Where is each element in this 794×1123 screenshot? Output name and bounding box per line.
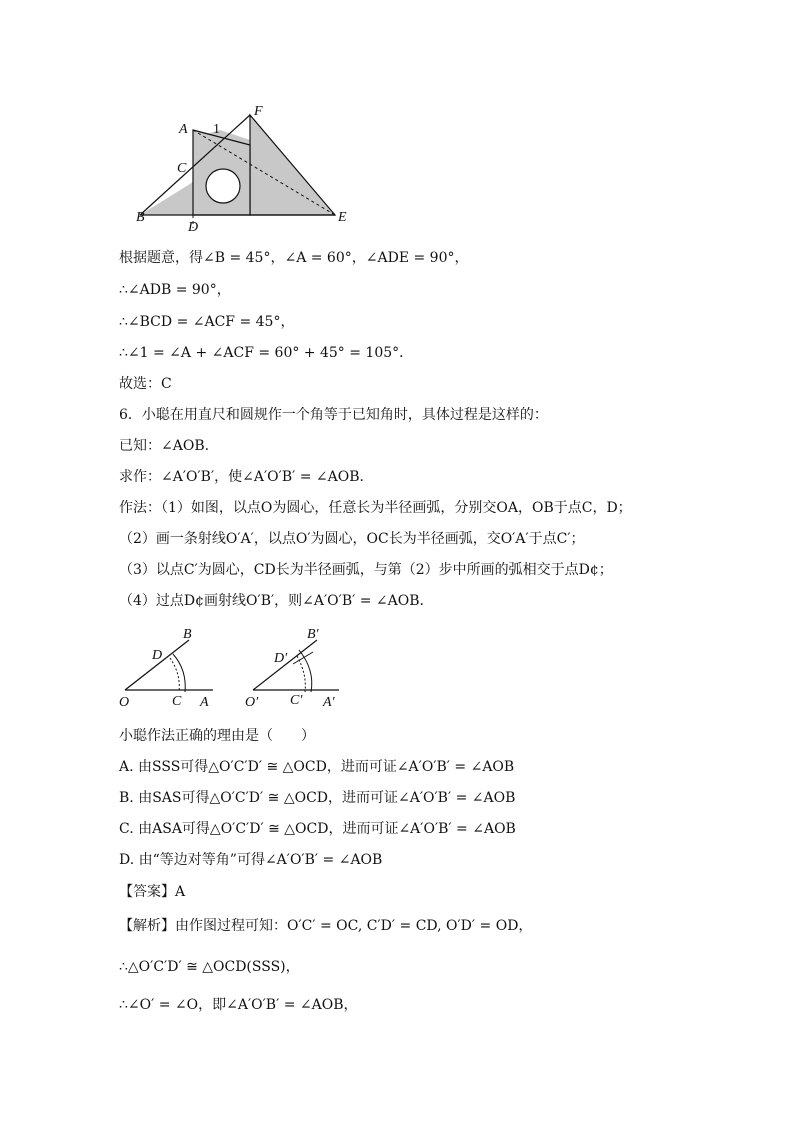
triangle-DEF bbox=[250, 115, 335, 215]
option-A: A. 由SSS可得△O′C′D′ ≅ △OCD，进而可证∠A′O′B′ = ∠AOB bbox=[119, 759, 515, 775]
text-line-3: ∴∠BCD = ∠ACF = 45°， bbox=[119, 314, 295, 330]
analysis-line-3: ∴∠O′ = ∠O，即∠A′O′B′ = ∠AOB， bbox=[119, 997, 358, 1013]
text-line-4: ∴∠1 = ∠A + ∠ACF = 60° + 45° = 105°． bbox=[119, 345, 414, 361]
text-line-step1: 作法：（1）如图，以点O为圆心，任意长为半径画弧，分别交OA，OB于点C，D； bbox=[119, 500, 632, 516]
text-line-known: 已知：∠AOB． bbox=[119, 438, 219, 454]
analysis-line-1: 【解析】由作图过程可知：O′C′ = OC, C′D′ = CD, O′D′ = OD， bbox=[119, 918, 533, 934]
text-line-step4: （4）过点D¢画射线O′B′，则∠A′O′B′ = ∠AOB． bbox=[119, 593, 434, 609]
label-A: A bbox=[179, 122, 188, 137]
label-E: E bbox=[338, 210, 347, 225]
label-B-prime: B′ bbox=[307, 627, 319, 642]
label-F: F bbox=[254, 104, 263, 119]
tick-cross bbox=[293, 652, 313, 664]
label-D-prime: D′ bbox=[274, 651, 288, 666]
label-C: C bbox=[172, 694, 182, 709]
circle-hole bbox=[206, 169, 240, 203]
text-line-step2: （2）画一条射线O′A′，以点O′为圆心，OC长为半径画弧，交O′A′于点C′； bbox=[119, 531, 585, 547]
label-O: O bbox=[119, 695, 130, 710]
triangle-set-square-figure bbox=[130, 100, 360, 235]
question-prompt: 小聪作法正确的理由是（ ） bbox=[119, 728, 315, 744]
answer-line: 【答案】A bbox=[119, 884, 186, 900]
label-A: A bbox=[200, 695, 209, 710]
text-line-construct: 求作：∠A′O′B′，使∠A′O′B′ = ∠AOB． bbox=[119, 469, 374, 485]
label-B: B bbox=[136, 210, 145, 225]
question-6-stem: 6．小聪在用直尺和圆规作一个角等于已知角时，具体过程是这样的： bbox=[119, 407, 548, 423]
label-O-prime: O′ bbox=[245, 695, 259, 710]
label-C: C bbox=[177, 161, 187, 176]
label-1: 1 bbox=[213, 122, 220, 137]
arc-CD bbox=[173, 654, 185, 692]
angle-aob-figure bbox=[115, 622, 230, 712]
label-A-prime: A′ bbox=[323, 695, 335, 710]
text-line-5: 故选：C bbox=[119, 376, 172, 392]
option-D: D. 由“等边对等角”可得∠A′O′B′ = ∠AOB bbox=[119, 852, 383, 868]
text-line-2: ∴∠ADB = 90°， bbox=[119, 282, 231, 298]
analysis-line-2: ∴△O′C′D′ ≅ △OCD(SSS)， bbox=[119, 959, 300, 975]
label-C-prime: C′ bbox=[290, 693, 303, 708]
option-B: B. 由SAS可得△O′C′D′ ≅ △OCD，进而可证∠A′O′B′ = ∠AOB bbox=[119, 790, 516, 806]
label-B: B bbox=[183, 627, 192, 642]
text-line-step3: （3）以点C′为圆心，CD长为半径画弧，与第（2）步中所画的弧相交于点D¢； bbox=[119, 562, 613, 578]
angle-a-prime-o-prime-b-prime-figure bbox=[243, 622, 358, 712]
arc-dashed bbox=[170, 658, 179, 692]
label-D: D bbox=[188, 220, 199, 235]
text-line-1: 根据题意，得∠B = 45°，∠A = 60°，∠ADE = 90°， bbox=[119, 250, 469, 266]
option-C: C. 由ASA可得△O′C′D′ ≅ △OCD，进而可证∠A′O′B′ = ∠AOB bbox=[119, 821, 516, 837]
label-D: D bbox=[152, 648, 163, 663]
